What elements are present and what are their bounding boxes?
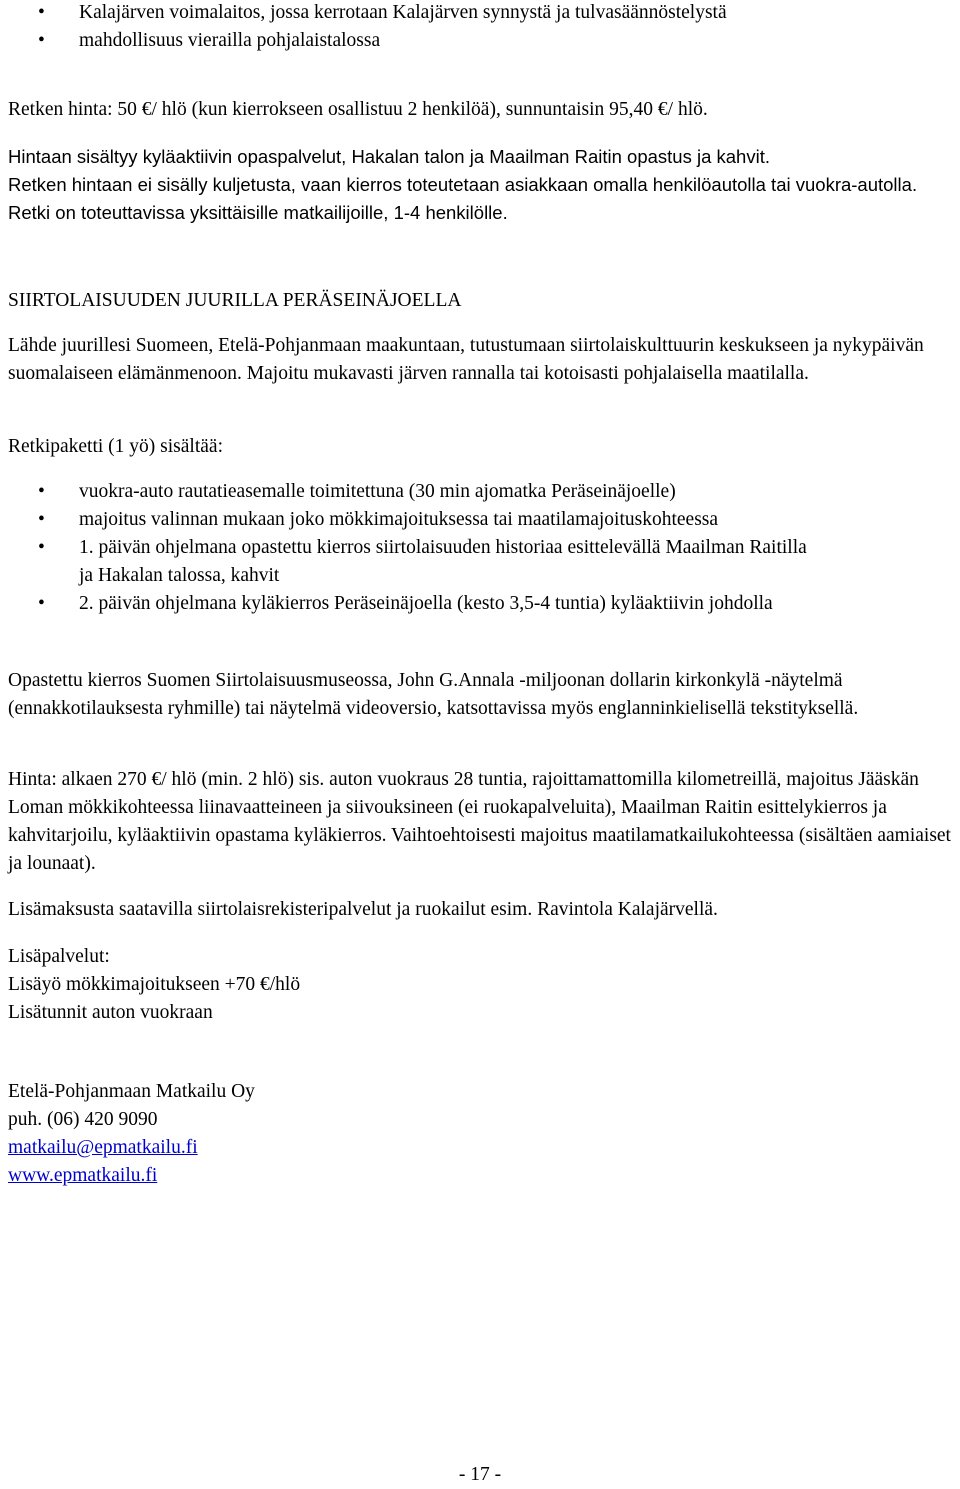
section-intro: Lähde juurillesi Suomeen, Etelä-Pohjanmaan maakuntaan, tutustumaan siirtolaiskulttuurin keskukseen ja nykypäivän suomalaiseen elämänmenoon. Majoitu mukavasti järven rannalla tai kotoisasti pohjalaisella maatilalla. [8, 335, 924, 384]
section-heading: SIIRTOLAISUUDEN JUURILLA PERÄSEINÄJOELLA [8, 290, 462, 311]
list-item [8, 506, 954, 534]
list-item [8, 27, 954, 55]
phone-number: puh. (06) 420 9090 [8, 1109, 158, 1130]
list-item-text: Kalajärven voimalaitos, jossa kerrotaan Kalajärven synnystä ja tulvasäännöstelystä [79, 2, 727, 23]
list-item-text: mahdollisuus vierailla pohjalaistalossa [79, 30, 381, 51]
package-label: Retkipaketti (1 yö) sisältää: [8, 436, 223, 457]
top-bullet-list [8, 0, 954, 55]
package-list [8, 478, 954, 618]
extras-item: Lisätunnit auton vuokraan [8, 1002, 213, 1023]
list-item-text: vuokra-auto rautatieasemalle toimitettuna (30 min ajomatka Peräseinäjoelle) [79, 481, 676, 502]
list-item [8, 590, 954, 618]
price-paragraph: Hinta: alkaen 270 €/ hlö (min. 2 hlö) sis. auton vuokraus 28 tuntia, rajoittamattomilla kilometreillä, majoitus Jääskän Loman mökkikohteessa liinavaatteineen ja siivouksineen (ei ruokapalveluita), Maailman Raitin esittelykierros ja kahvitarjoilu, kyläaktiivin opastama kyläkierros. Vaihtoehtoisesti majoitus maatilamatkailukohteessa (sisältäen aamiaiset ja lounaat). [8, 769, 951, 874]
page-number: - 17 - [458, 1464, 502, 1485]
list-item-text: 2. päivän ohjelmana kyläkierros Peräseinäjoella (kesto 3,5-4 tuntia) kyläaktiivin johdolla [79, 593, 773, 614]
tour-price-line: Retken hinta: 50 €/ hlö (kun kierrokseen osallistuu 2 henkilöä), sunnuntaisin 95,40 €/ hlö. [8, 99, 708, 120]
email-link[interactable]: matkailu@epmatkailu.fi [8, 1137, 198, 1158]
extras-label: Lisäpalvelut: [8, 946, 110, 967]
extras-block [8, 943, 954, 1027]
list-item-text: majoitus valinnan mukaan joko mökkimajoituksessa tai maatilamajoituskohteessa [79, 509, 719, 530]
guided-tour-paragraph: Opastettu kierros Suomen Siirtolaisuusmuseossa, John G.Annala -miljoonan dollarin kirkonkylä -näytelmä (ennakkotilauksesta ryhmille) tai näytelmä videoversio, katsottavissa myös englanninkielisellä tekstityksellä. [8, 670, 859, 719]
list-item [8, 534, 954, 590]
extra-fee-paragraph: Lisämaksusta saatavilla siirtolaisrekisteripalvelut ja ruokailut esim. Ravintola Kalajärvellä. [8, 899, 718, 920]
list-item [8, 0, 954, 27]
extras-item: Lisäyö mökkimajoitukseen +70 €/hlö [8, 974, 301, 995]
company-name: Etelä-Pohjanmaan Matkailu Oy [8, 1081, 255, 1102]
website-link[interactable]: www.epmatkailu.fi [8, 1165, 158, 1186]
tour-includes-2: Retken hintaan ei sisälly kuljetusta, vaan kierros toteutetaan asiakkaan omalla henkilöautolla tai vuokra-autolla. [8, 174, 918, 195]
tour-includes-3: Retki on toteuttavissa yksittäisille matkailijoille, 1-4 henkilölle. [8, 202, 508, 223]
list-item-text: 1. päivän ohjelmana opastettu kierros siirtolaisuuden historiaa esittelevällä Maailman Raitilla ja Hakalan talossa, kahvit [79, 537, 807, 586]
contact-block [8, 1078, 954, 1190]
tour-includes-paragraph [8, 143, 954, 227]
tour-includes-1: Hintaan sisältyy kyläaktiivin opaspalvelut, Hakalan talon ja Maailman Raitin opastus ja kahvit. [8, 146, 770, 167]
list-item [8, 478, 954, 506]
